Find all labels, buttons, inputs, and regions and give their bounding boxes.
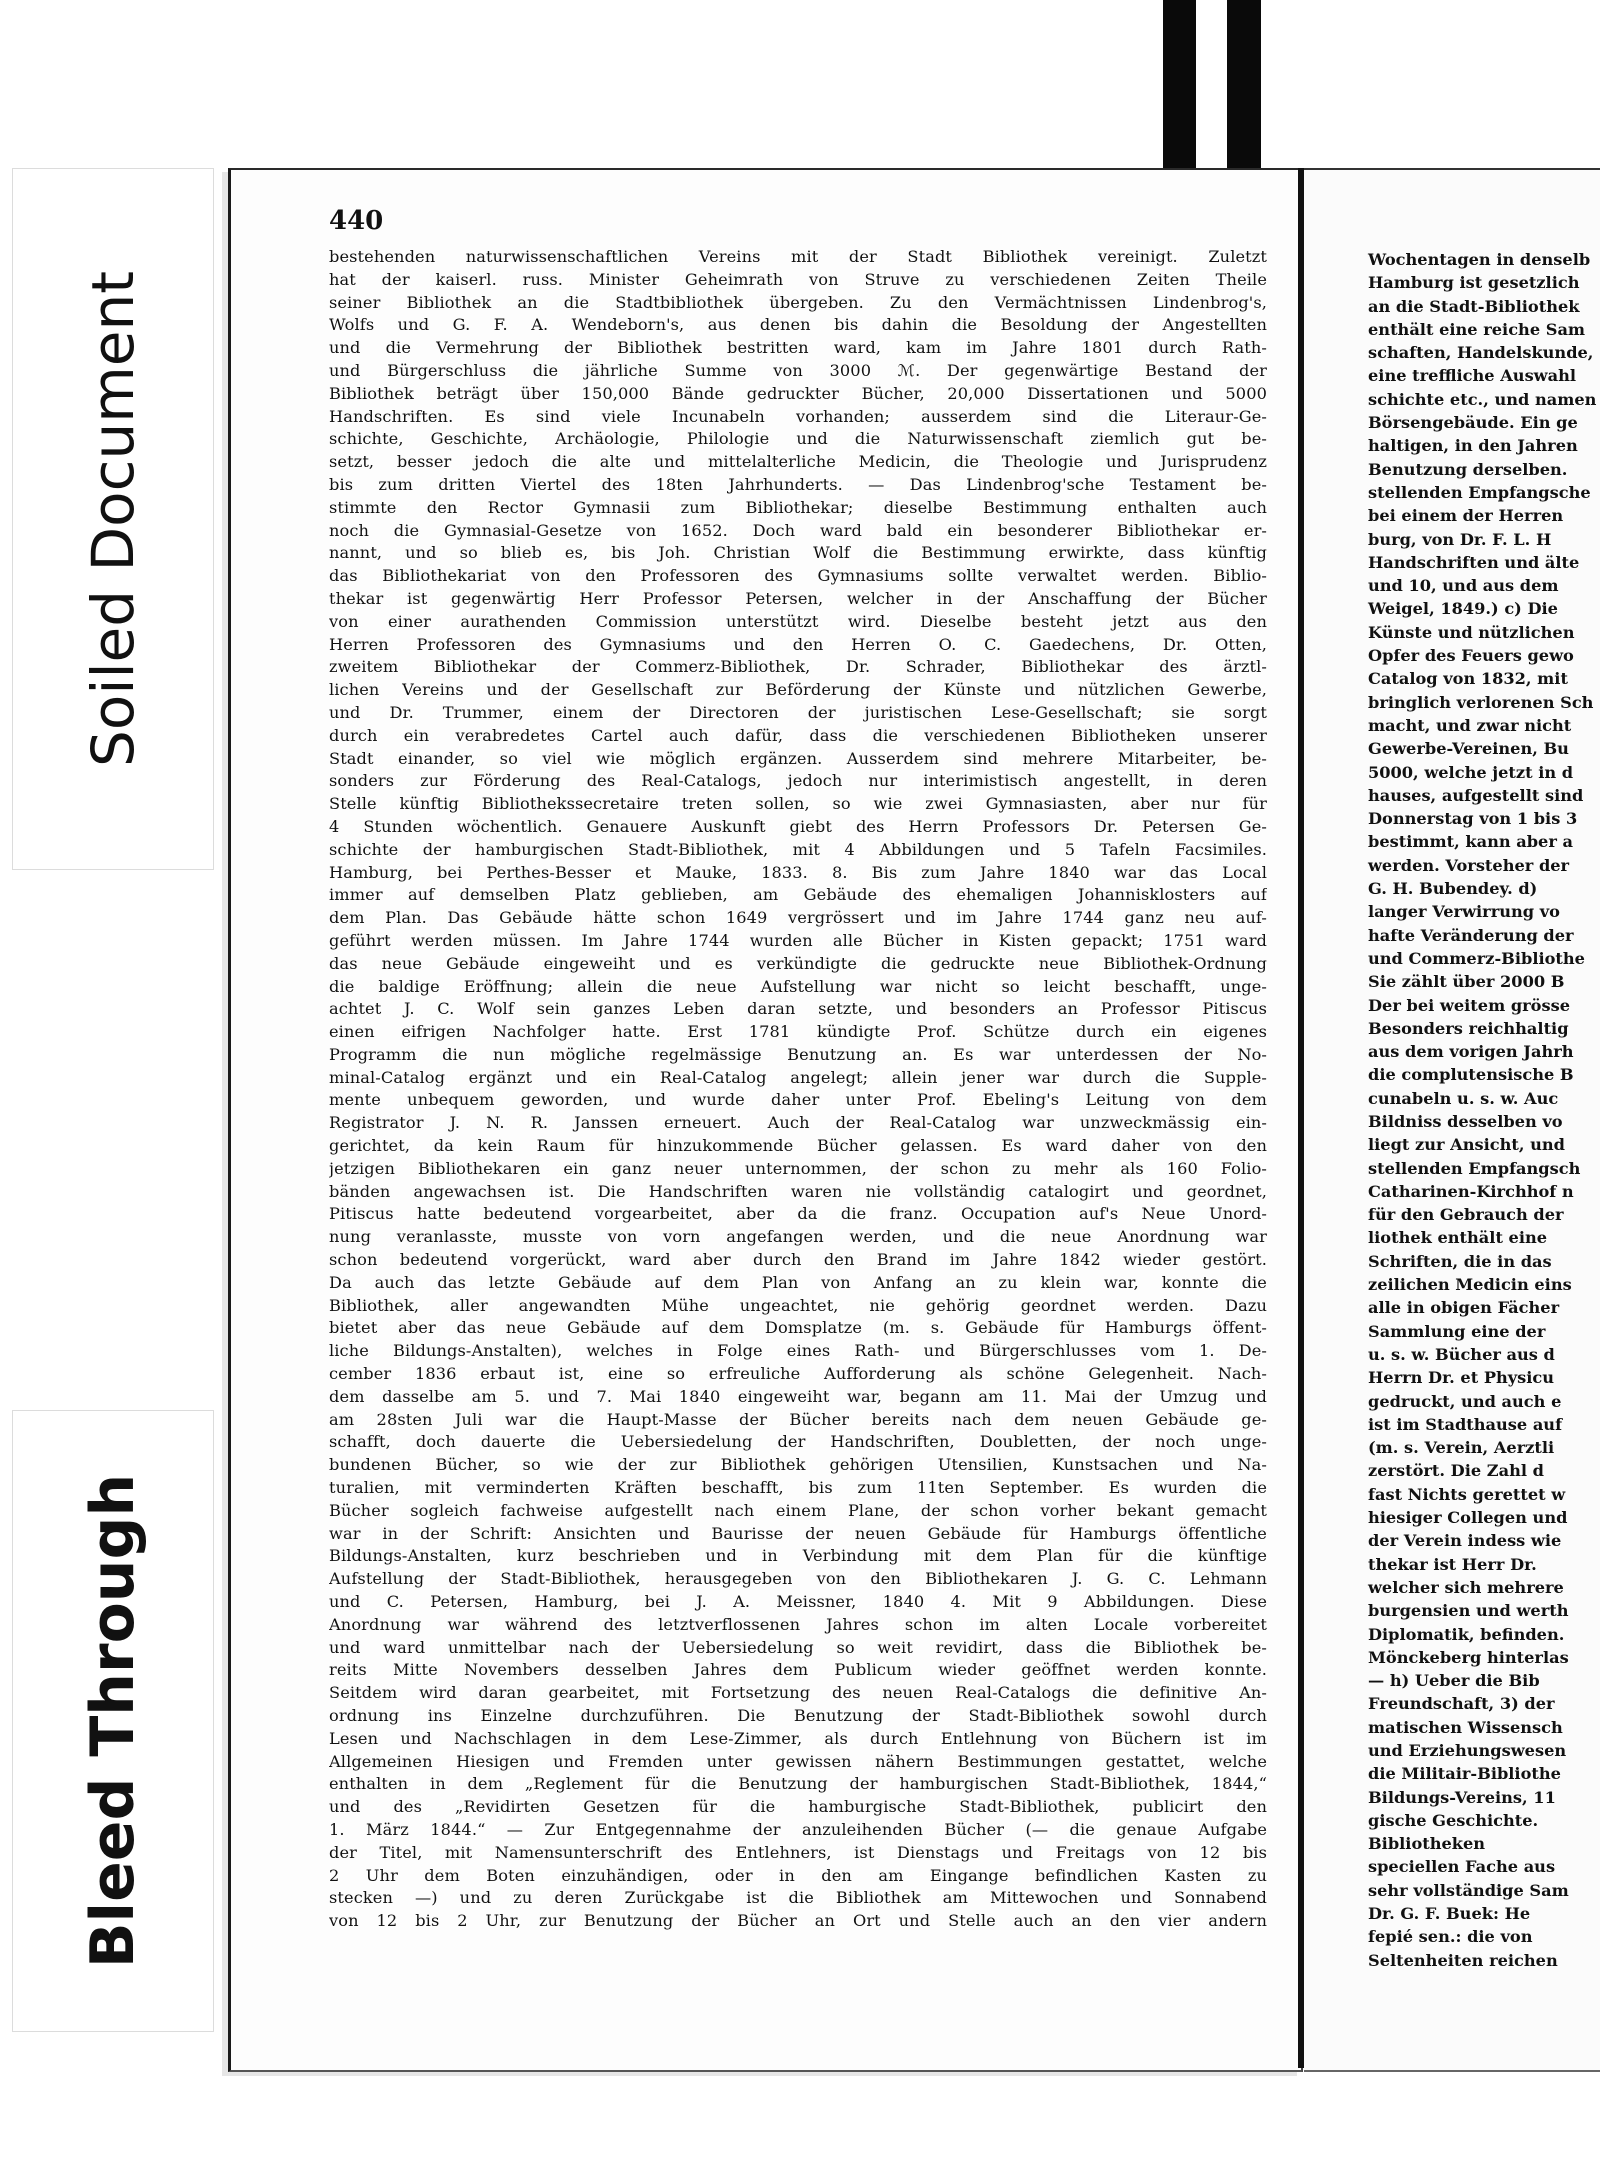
text-line: Bibliothek beträgt über 150,000 Bände gedruckter Bücher, 20,000 Dissertationen und 5000 [329,383,1267,403]
text-line: Bildungs-Anstalten, kurz beschrieben und in Verbindung mit dem Plan für die künftige [329,1546,1267,1566]
text-line: seiner Bibliothek an die Stadtbibliothek übergeben. Zu den Vermächtnissen Lindenbrog's, [329,292,1267,312]
text-line: sehr vollständige Sam [1368,1880,1569,1900]
text-line: zerstört. Die Zahl d [1368,1461,1544,1481]
text-line: mente unbequem geworden, und wurde daher unter Prof. Ebeling's Leitung von dem [329,1090,1267,1110]
text-line: thekar ist gegenwärtig Herr Professor Petersen, welcher in der Anschaffung der Bücher [329,588,1267,608]
text-line: hafte Veränderung der [1368,925,1574,945]
text-line: langer Verwirrung vo [1368,902,1560,922]
text-line: achtet J. C. Wolf sein ganzes Leben daran setzte, und besonders an Professor Pitiscus [329,999,1267,1019]
right-page-text-column [1368,248,1600,1972]
text-line: sonders zur Förderung des Real-Catalogs, jedoch nur interimistisch angestellt, in deren [329,771,1267,791]
text-line: dem dasselbe am 5. und 7. Mai 1840 eingeweiht war, begann am 11. Mai der Umzug und [329,1386,1267,1406]
text-line: bringlich verlorenen Sch [1368,692,1594,712]
text-line: lichen Vereins und der Gesellschaft zur Beförderung der Künste und nützlichen Gewerbe, [329,680,1267,700]
text-line: die baldige Eröffnung; allein die neue Aufstellung war nicht so leicht beschafft, unge- [329,976,1267,996]
text-line: Wochentagen in denselb [1368,250,1591,269]
text-line: das neue Gebäude eingeweiht und es verkündigte die gedruckte neue Bibliothek-Ordnung [329,953,1267,973]
text-line: Freundschaft, 3) der [1368,1694,1555,1714]
text-line: bestimmt, kann aber a [1368,832,1573,852]
text-line: Weigel, 1849.) c) Die [1368,599,1558,619]
text-line: Handschriften und älte [1368,552,1580,572]
text-line: bundenen Bücher, so wie der zur Bibliothek gehörigen Utensilien, Kunstsachen und Na- [329,1455,1267,1475]
text-line: bänden angewachsen ist. Die Handschriften waren nie vollständig catalogirt und geordnet, [329,1181,1267,1201]
soiled-document-label [12,168,214,870]
text-line: 4 Stunden wöchentlich. Genauere Auskunft giebt des Herrn Professors Dr. Petersen Ge- [329,816,1267,836]
text-line: bietet aber das neue Gebäude auf dem Domsplatze (m. s. Gebäude für Hamburgs öffent- [329,1318,1267,1338]
text-line: liegt zur Ansicht, und [1368,1135,1565,1155]
text-line: Seitdem wird daran gearbeitet, mit Fortsetzung des neuen Real-Catalogs die definitive An- [329,1683,1267,1703]
text-line: nannt, und so blieb es, bis Joh. Christian Wolf die Bestimmung erwirkte, dass künftig [329,543,1267,563]
text-line: war in der Schrift: Ansichten und Baurisse der neuen Gebäude für Hamburgs öffentliche [329,1523,1267,1543]
text-line: für den Gebrauch der [1368,1205,1564,1225]
text-line: Börsengebäude. Ein ge [1368,413,1578,433]
text-line: 2 Uhr dem Boten einzuhändigen, oder in den am Eingange befindlichen Kasten zu [329,1865,1267,1885]
text-line: thekar ist Herr Dr. [1368,1554,1537,1574]
text-line: Pitiscus hatte bedeutend vorgearbeitet, aber da die franz. Occupation auf's Neue Unord- [329,1204,1267,1224]
text-line: Aufstellung der Stadt-Bibliothek, herausgegeben von den Bibliothekaren J. G. C. Lehmann [329,1569,1267,1589]
left-page [228,168,1303,2072]
text-line: enthalten in dem „Reglement für die Benutzung der hamburgischen Stadt-Bibliothek, 1844,“ [329,1774,1267,1794]
text-line: noch die Gymnasial-Gesetze von 1652. Doch ward bald ein besonderer Bibliothekar er- [329,520,1267,540]
binding-tape-right [1227,0,1261,180]
binding-tape-left [1163,0,1196,175]
text-line: 5000, welche jetzt in d [1368,762,1574,782]
text-line: am 28sten Juli war die Haupt-Masse der Bücher bereits nach dem neuen Gebäude ge- [329,1409,1267,1429]
text-line: enthält eine reiche Sam [1368,319,1586,339]
text-line: Opfer des Feuers gewo [1368,646,1574,666]
text-line: bis zum dritten Viertel des 18ten Jahrhunderts. — Das Lindenbrog'sche Testament be- [329,474,1267,494]
text-line: Anordnung war während des letztverflossenen Jahres schon im alten Locale vorbereitet [329,1614,1267,1634]
text-line: haltigen, in den Jahren [1368,436,1578,456]
text-line: dem Plan. Das Gebäude hätte schon 1649 vergrössert und im Jahre 1744 ganz neu auf- [329,908,1267,928]
text-line: stellenden Empfangsch [1368,1158,1581,1178]
text-line: fast Nichts gerettet w [1368,1484,1566,1504]
text-line: und Commerz-Bibliothe [1368,948,1585,968]
text-line: Wolfs und G. F. A. Wendeborn's, aus denen bis dahin die Besoldung der Angestellten [329,315,1267,335]
text-line: (m. s. Verein, Aerztli [1368,1438,1555,1458]
text-line: Bibliotheken [1368,1834,1486,1854]
text-line: Da auch das letzte Gebäude auf dem Plan von Anfang an zu klein war, konnte die [329,1272,1267,1292]
text-line: Besonders reichhaltig [1368,1018,1569,1038]
text-line: und Bürgerschluss die jährliche Summe von 3000 ℳ. Der gegenwärtige Bestand der [329,360,1267,380]
text-line: schafft, doch dauerte die Uebersiedelung der Handschriften, Doubletten, der noch unge- [329,1432,1267,1452]
text-line: und C. Petersen, Hamburg, bei J. A. Meissner, 1840 4. Mit 9 Abbildungen. Diese [329,1592,1267,1612]
text-line: Sammlung eine der [1368,1321,1546,1341]
left-page-text-column [329,246,1267,1933]
text-line: alle in obigen Fächer [1368,1298,1560,1318]
text-line: an die Stadt-Bibliothek [1368,296,1580,316]
text-line: schon bedeutend vorgerückt, ward aber durch den Brand im Jahre 1842 wieder gestört. [329,1250,1267,1270]
text-line: jetzigen Bibliothekaren ein ganz neuer unternommen, der schon zu mehr als 160 Folio- [329,1158,1267,1178]
text-line: hiesiger Collegen und [1368,1508,1568,1528]
text-line: schaften, Handelskunde, [1368,343,1594,363]
text-line: Seltenheiten reichen [1368,1950,1558,1970]
text-line: G. H. Bubendey. d) [1368,879,1538,899]
text-line: Mönckeberg hinterlas [1368,1647,1569,1667]
text-line: stellenden Empfangsche [1368,482,1591,502]
text-line: schichte der hamburgischen Stadt-Bibliothek, mit 4 Abbildungen und 5 Tafeln Facsimiles. [329,839,1267,859]
text-line: Benutzung derselben. [1368,459,1568,479]
text-line: Der bei weitem grösse [1368,995,1570,1015]
text-line: fepié sen.: die von [1368,1927,1533,1947]
text-line: immer auf demselben Platz geblieben, am Gebäude des ehemaligen Johannisklosters auf [329,885,1267,905]
text-line: und die Vermehrung der Bibliothek bestritten ward, kam im Jahre 1801 durch Rath- [329,338,1267,358]
text-line: Programm die nun mögliche regelmässige Benutzung an. Es war unterdessen der No- [329,1044,1267,1064]
text-line: Catalog von 1832, mit [1368,669,1568,689]
text-line: das Bibliothekariat von den Professoren des Gymnasiums sollte verwaltet werden. Biblio- [329,566,1267,586]
text-line: und ward unmittelbar nach der Uebersiedelung so weit revidirt, dass die Bibliothek be- [329,1637,1267,1657]
text-line: geführt werden müssen. Im Jahre 1744 wurden alle Bücher in Kisten gepackt; 1751 ward [329,930,1267,950]
text-line: Künste und nützlichen [1368,622,1575,642]
text-line: Dr. G. F. Buek: He [1368,1904,1531,1924]
text-line: Diplomatik, befinden. [1368,1624,1565,1644]
text-line: Lesen und Nachschlagen in dem Lese-Zimmer, als durch Entlehnung von Büchern ist im [329,1728,1267,1748]
text-line: die complutensische B [1368,1065,1574,1085]
text-line: liothek enthält eine [1368,1228,1548,1248]
text-line: — h) Ueber die Bib [1368,1671,1540,1691]
text-line: Stelle künftig Bibliothekssecretaire treten sollen, so wie zwei Gymnasiasten, aber nur für [329,794,1267,814]
text-line: Allgemeinen Hiesigen und Fremden unter gewissen nähern Bestimmungen gestattet, welche [329,1751,1267,1771]
text-line: Catharinen-Kirchhof n [1368,1181,1574,1201]
text-line: bestehenden naturwissenschaftlichen Vereins mit der Stadt Bibliothek vereinigt. Zuletzt [329,247,1267,266]
text-line: ist im Stadthause auf [1368,1414,1563,1434]
text-line: Bücher sogleich fachweise aufgestellt nach einem Plane, der schon vorher bekant gemacht [329,1500,1267,1520]
text-line: zweitem Bibliothekar der Commerz-Bibliothek, Dr. Schrader, Bibliothekar des ärztl- [329,657,1267,677]
text-line: cunabeln u. s. w. Auc [1368,1088,1559,1108]
text-line: Bildniss desselben vo [1368,1111,1563,1131]
text-line: die Militair-Bibliothe [1368,1764,1561,1784]
text-line: stecken —) und zu deren Zurückgabe ist die Bibliothek am Mittewochen und Sonnabend [329,1888,1267,1908]
text-line: und 10, und aus dem [1368,576,1559,596]
text-line: Herren Professoren des Gymnasiums und den Herren O. C. Gaedechens, Dr. Otten, [329,634,1267,654]
bleed-through-label [12,1410,214,2032]
text-line: gedruckt, und auch e [1368,1391,1562,1411]
text-line: Handschriften. Es sind viele Incunabeln vorhanden; ausserdem sind die Literaur-Ge- [329,406,1267,426]
text-line: hat der kaiserl. russ. Minister Geheimrath von Struve zu verschiedenen Zeiten Theile [329,269,1267,289]
text-line: Stadt einander, so viel wie möglich ergänzen. Ausserdem sind mehrere Mitarbeiter, be- [329,748,1267,768]
text-line: gerichtet, da kein Raum für hinzukommende Bücher gelassen. Es ward daher von den [329,1136,1267,1156]
text-line: burg, von Dr. F. L. H [1368,529,1552,549]
text-line: Herrn Dr. et Physicu [1368,1368,1555,1388]
text-line: zeilichen Medicin eins [1368,1275,1572,1295]
text-line: nung veranlasste, musste von vorn angefangen werden, und die neue Anordnung war [329,1227,1267,1247]
text-line: macht, und zwar nicht [1368,715,1572,735]
text-line: hauses, aufgestellt sind [1368,785,1584,805]
text-line: von einer aurathenden Commission unterstützt wird. Dieselbe besteht jetzt aus den [329,611,1267,631]
page-number: 440 [329,206,384,236]
text-line: welcher sich mehrere [1368,1577,1564,1597]
text-line: gische Geschichte. [1368,1810,1539,1830]
text-line: werden. Vorsteher der [1368,855,1570,875]
text-line: Schriften, die in das [1368,1251,1552,1271]
text-line: einen eifrigen Nachfolger hatte. Erst 1781 kündigte Prof. Schütze durch ein eigenes [329,1022,1267,1042]
text-line: Hamburg ist gesetzlich [1368,273,1580,293]
text-line: reits Mitte Novembers desselben Jahres dem Publicum wieder geöffnet werden konnte. [329,1660,1267,1680]
text-line: und des „Revidirten Gesetzen für die hamburgische Stadt-Bibliothek, publicirt den [329,1797,1267,1817]
soiled-document-label-text: Soiled Document [79,271,148,767]
text-line: Bildungs-Vereins, 11 [1368,1787,1556,1807]
text-line: u. s. w. Bücher aus d [1368,1344,1555,1364]
text-line: bei einem der Herren [1368,506,1564,526]
text-line: matischen Wissensch [1368,1717,1563,1737]
text-line: 1. März 1844.“ — Zur Entgegennahme der anzuleihenden Bücher (— die genaue Aufgabe [329,1819,1267,1839]
text-line: stimmte den Rector Gymnasii zum Bibliothekar; dieselbe Bestimmung enthalten auch [329,497,1267,517]
text-line: durch ein verabredetes Cartel auch dafür, dass die verschiedenen Bibliotheken unserer [329,725,1267,745]
text-line: liche Bildungs-Anstalten), welches in Folge eines Rath- und Bürgerschlusses vom 1. De- [329,1341,1267,1361]
text-line: Registrator J. N. R. Janssen erneuert. Auch der Real-Catalog war unzweckmässig ein- [329,1113,1267,1133]
text-line: turalien, mit verminderten Kräften beschafft, bis zum 11ten September. Es wurden die [329,1478,1267,1498]
text-line: setzt, besser jedoch die alte und mittelalterliche Medicin, die Theologie und Jurisprudenz [329,452,1267,472]
bleed-through-label-text: Bleed Through [78,1473,149,1969]
text-line: Sie zählt über 2000 B [1368,972,1565,992]
text-line: von 12 bis 2 Uhr, zur Benutzung der Bücher an Ort und Stelle auch an den vier andern [329,1911,1267,1931]
text-line: burgensien und werth [1368,1601,1569,1621]
text-line: und Erziehungswesen [1368,1741,1567,1760]
text-line: cember 1836 erbaut ist, eine so erfreuliche Aufforderung als schöne Gelegenheit. Nach- [329,1364,1267,1384]
text-line: Gewerbe-Vereinen, Bu [1368,739,1569,759]
text-line: schichte, Geschichte, Archäologie, Philologie und die Naturwissenschaft ziemlich gut be- [329,429,1267,449]
text-line: speciellen Fache aus [1368,1857,1556,1877]
text-line: und Dr. Trummer, einem der Directoren der juristischen Lese-Gesellschaft; sie sorgt [329,702,1267,722]
text-line: aus dem vorigen Jahrh [1368,1042,1574,1062]
right-page [1304,168,1600,2072]
text-line: Hamburg, bei Perthes-Besser et Mauke, 1833. 8. Bis zum Jahre 1840 war das Local [329,862,1267,882]
text-line: Bibliothek, aller angewandten Mühe ungeachtet, nie gehörig geordnet werden. Dazu [329,1295,1267,1315]
text-line: ordnung ins Einzelne durchzuführen. Die Benutzung der Stadt-Bibliothek sowohl durch [329,1706,1267,1725]
text-line: der Verein indess wie [1368,1531,1562,1551]
text-line: Donnerstag von 1 bis 3 [1368,809,1578,829]
text-line: minal-Catalog ergänzt und ein Real-Catalog angelegt; allein jener war durch die Supple- [329,1067,1267,1087]
text-line: schichte etc., und namen [1368,389,1597,409]
text-line: der Titel, mit Namensunterschrift des Entlehners, ist Dienstags und Freitags von 12 bis [329,1842,1267,1862]
text-line: eine treffliche Auswahl [1368,366,1577,386]
